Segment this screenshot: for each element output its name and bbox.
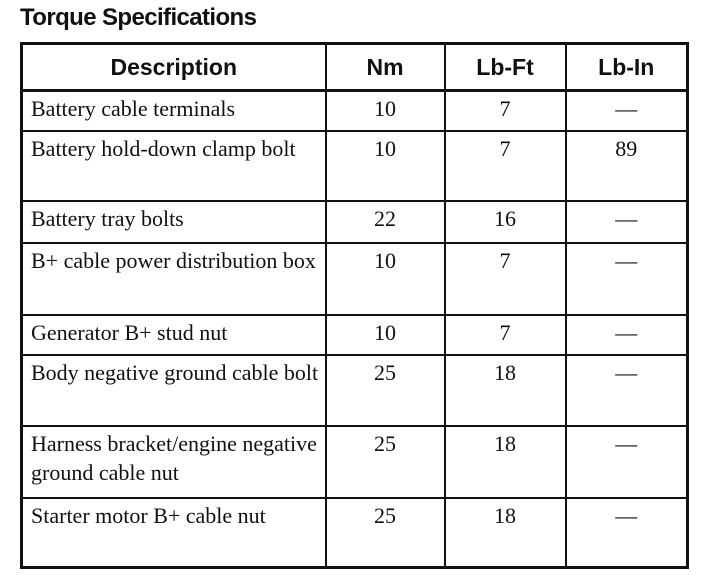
- lb-in-cell: —: [566, 426, 688, 498]
- lb-in-cell: 89: [566, 131, 688, 201]
- lb-in-cell: —: [566, 243, 688, 315]
- lb-in-cell: —: [566, 315, 688, 355]
- table-row: [22, 91, 688, 131]
- table-row: [22, 243, 688, 315]
- column-header-lb-ft: Lb-Ft: [445, 44, 566, 91]
- table-row: [22, 201, 688, 243]
- nm-cell: 25: [326, 355, 445, 426]
- nm-cell: 10: [326, 243, 445, 315]
- lb-ft-cell: 18: [445, 426, 566, 498]
- nm-cell: 25: [326, 426, 445, 498]
- column-header-lb-in: Lb-In: [566, 44, 688, 91]
- table-row: [22, 426, 688, 498]
- table-row: [22, 355, 688, 426]
- description-cell: Battery cable terminals: [22, 91, 326, 131]
- description-cell: Body negative ground cable bolt: [22, 355, 326, 426]
- description-cell: Starter motor B+ cable nut: [22, 498, 326, 568]
- nm-cell: 10: [326, 315, 445, 355]
- table-row: [22, 498, 688, 568]
- description-cell: Battery hold-down clamp bolt: [22, 131, 326, 201]
- lb-in-cell: —: [566, 355, 688, 426]
- lb-in-cell: —: [566, 91, 688, 131]
- lb-ft-cell: 18: [445, 355, 566, 426]
- lb-ft-cell: 7: [445, 131, 566, 201]
- page-title: Torque Specifications: [20, 4, 257, 31]
- table-row: [22, 315, 688, 355]
- column-header-nm: Nm: [326, 44, 445, 91]
- lb-ft-cell: 16: [445, 201, 566, 243]
- nm-cell: 10: [326, 131, 445, 201]
- description-cell: Battery tray bolts: [22, 201, 326, 243]
- lb-ft-cell: 18: [445, 498, 566, 568]
- lb-ft-cell: 7: [445, 243, 566, 315]
- nm-cell: 25: [326, 498, 445, 568]
- column-header-description: Description: [22, 44, 326, 91]
- description-cell: Harness bracket/engine negative ground cable nut: [22, 426, 326, 498]
- torque-specifications-table: [20, 42, 689, 569]
- description-cell: Generator B+ stud nut: [22, 315, 326, 355]
- lb-in-cell: —: [566, 498, 688, 568]
- nm-cell: 22: [326, 201, 445, 243]
- lb-ft-cell: 7: [445, 315, 566, 355]
- description-cell: B+ cable power distribution box: [22, 243, 326, 315]
- nm-cell: 10: [326, 91, 445, 131]
- lb-in-cell: —: [566, 201, 688, 243]
- table-header-row: [22, 44, 688, 91]
- lb-ft-cell: 7: [445, 91, 566, 131]
- table-row: [22, 131, 688, 201]
